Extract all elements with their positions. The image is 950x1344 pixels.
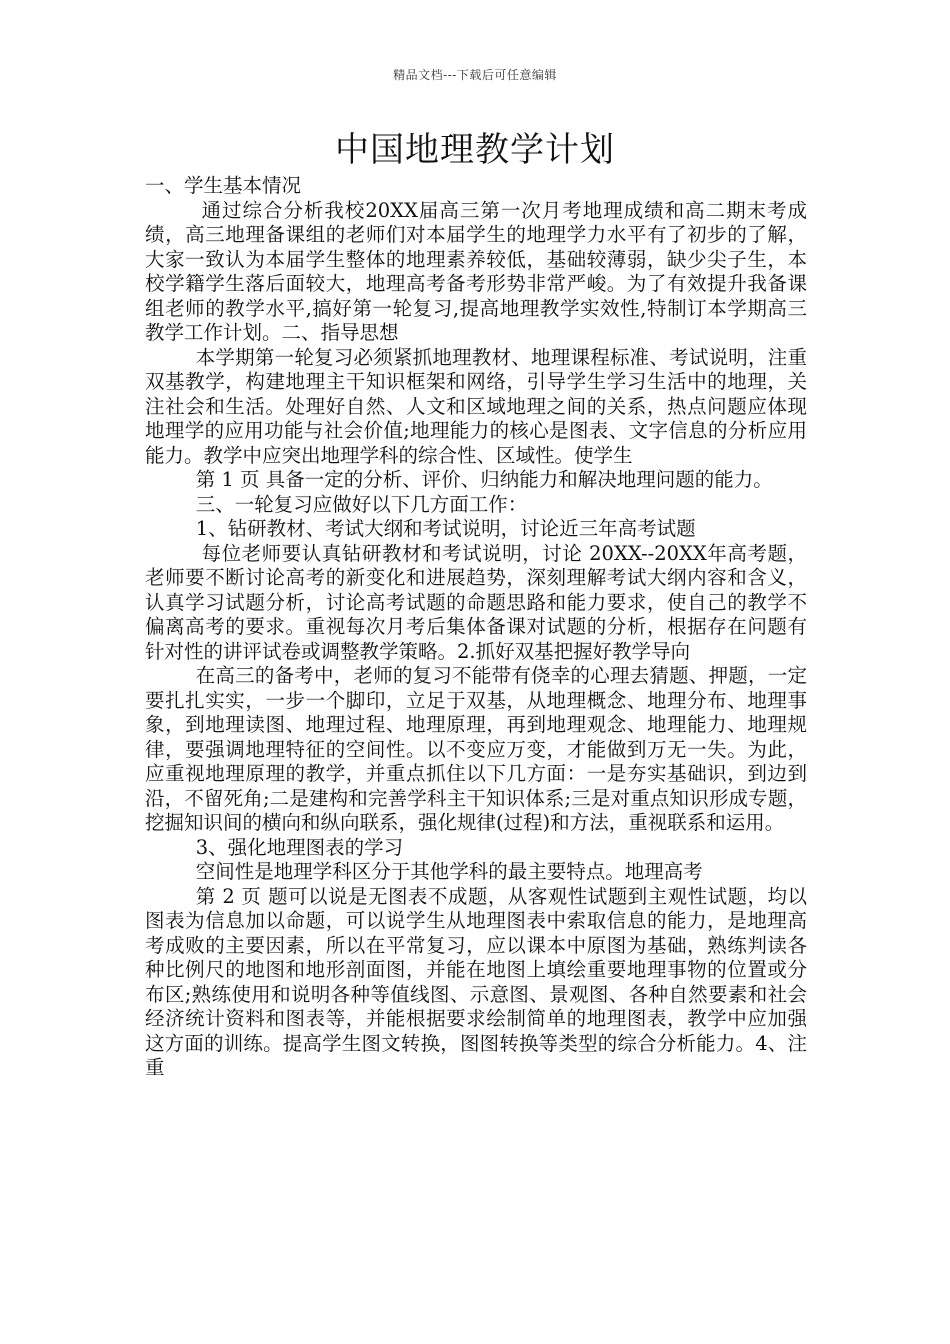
document-body	[145, 174, 807, 1081]
document-title: 中国地理教学计划	[335, 130, 615, 170]
section-heading-student-situation: 一、学生基本情况	[145, 174, 302, 197]
page-header-watermark: 精品文档---下载后可任意编辑	[393, 68, 557, 82]
paragraph-guiding-thought: 本学期第一轮复习必须紧抓地理教材、地理课程标准、考试说明，注重双基教学，构建地理主干知识框架和网络，引导学生学习生活中的地理，关注社会和生活。处理好自然、人文和区域地理之间的关系，热点问题应体现地理学的应用功能与社会价值;地理能力的核心是图表、文字信息的分析应用能力。教学中应突出地理学科的综合性、区域性。使学生	[145, 345, 807, 467]
paragraph-student-analysis: 通过综合分析我校20XX届高三第一次月考地理成绩和高二期末考成绩，高三地理备课组的老师们对本届学生的地理学力水平有了初步的了解，大家一致认为本届学生整体的地理素养较低，基础较薄弱，缺少尖子生，本校学籍学生落后面较大，地理高考备考形势非常严峻。为了有效提升我备课组老师的教学水平,搞好第一轮复习,提高地理教学实效性,特制订本学期高三教学工作计划。二、指导思想	[145, 198, 807, 344]
paragraph-spatial: 空间性是地理学科区分于其他学科的最主要特点。地理高考	[195, 860, 703, 883]
paragraph-page-2-continuation: 第 2 页 题可以说是无图表不成题，从客观性试题到主观性试题，均以图表为信息加以命题，可以说学生从地理图表中索取信息的能力，是地理高考成败的主要因素，所以在平常复习，应以课本中原图为基础，熟练判读各种比例尺的地图和地形剖面图，并能在地图上填绘重要地理事物的位置或分布区;熟练使用和说明各种等值线图、示意图、景观图、各种自然要素和社会经济统计资料和图表等，并能根据要求绘制简单的地理图表，教学中应加强这方面的训练。提高学生图文转换，图图转换等类型的综合分析能力。4、注重	[145, 884, 807, 1079]
paragraph-basics: 在高三的备考中，老师的复习不能带有侥幸的心理去猜题、押题，一定要扎扎实实，一步一个脚印，立足于双基，从地理概念、地理分布、地理事象，到地理读图、地理过程、地理原理，再到地理观念、地理能力、地理规律，要强调地理特征的空间性。以不变应万变，才能做到万无一失。为此，应重视地理原理的教学，并重点抓住以下几方面：一是夯实基础识，到边到沿，不留死角;二是建构和完善学科主干知识体系;三是对重点知识形成专题，挖掘知识间的横向和纵向联系，强化规律(过程)和方法，重视联系和运用。	[145, 664, 807, 834]
subheading-maps-charts: 3、强化地理图表的学习	[195, 835, 404, 859]
paragraph-page-1-continuation: 第 1 页 具备一定的分析、评价、归纳能力和解决地理问题的能力。	[195, 468, 773, 491]
subheading-study-materials: 1、钻研教材、考试大纲和考试说明，讨论近三年高考试题	[195, 517, 696, 540]
section-heading-review-work: 三、一轮复习应做好以下几方面工作：	[195, 492, 528, 516]
paragraph-study-materials: 每位老师要认真钻研教材和考试说明，讨论 20XX--20XX年高考题，老师要不断讨论高考的新变化和进展趋势，深刻理解考试大纲内容和含义，认真学习试题分析，讨论高考试题的命题思路和能力要求，使自己的教学不偏离高考的要求。重视每次月考后集体备课对试题的分析，根据存在问题有针对性的讲评试卷或调整教学策略。2.抓好双基把握好教学导向	[145, 541, 807, 663]
